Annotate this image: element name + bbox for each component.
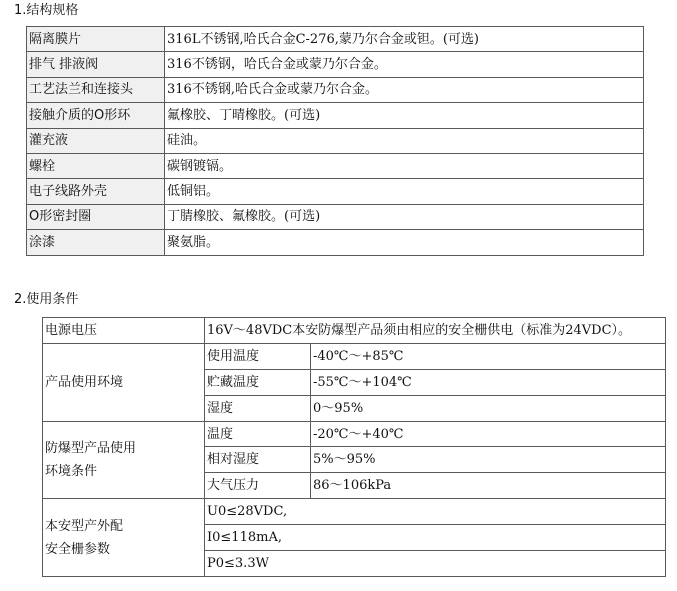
ex-env-item-value: 86～106kPa xyxy=(311,473,666,499)
spec-label: 隔离膜片 xyxy=(27,27,165,52)
ex-env-item-name: 相对湿度 xyxy=(205,447,311,473)
table-row xyxy=(43,421,666,447)
spec-label: 螺栓 xyxy=(27,153,165,178)
spec-value: 316L不锈钢,哈氏合金C-276,蒙乃尔合金或钽。(可选) xyxy=(165,27,644,52)
table-row xyxy=(27,179,644,204)
spec-value: 碳钢镀镉。 xyxy=(165,153,644,178)
spec-value: 316不锈钢，哈氏合金或蒙乃尔合金。 xyxy=(165,52,644,77)
ex-env-item-value: -20℃～+40℃ xyxy=(311,421,666,447)
spec-label: 工艺法兰和连接头 xyxy=(27,77,165,102)
barrier-param: I0≤118mA, xyxy=(205,525,666,551)
ex-env-item-value: 5%～95% xyxy=(311,447,666,473)
ex-env-item-name: 大气压力 xyxy=(205,473,311,499)
table-row xyxy=(27,153,644,178)
spec-label: 涂漆 xyxy=(27,230,165,255)
table-row xyxy=(27,52,644,77)
spec-label: 接触介质的O形环 xyxy=(27,103,165,128)
table-row xyxy=(27,230,644,255)
spec-label: 灌充液 xyxy=(27,128,165,153)
barrier-param: P0≤3.3W xyxy=(205,551,666,577)
section1-heading: 1.结构规格 xyxy=(14,3,79,18)
env-item-name: 贮藏温度 xyxy=(205,369,311,395)
power-label: 电源电压 xyxy=(43,318,205,344)
env-label: 产品使用环境 xyxy=(43,343,205,421)
table-row xyxy=(27,204,644,229)
table-row xyxy=(43,499,666,525)
section2-heading: 2.使用条件 xyxy=(14,292,79,307)
barrier-param: U0≤28VDC, xyxy=(205,499,666,525)
spec-label: O形密封圈 xyxy=(27,204,165,229)
table-row xyxy=(27,128,644,153)
usage-conditions-table xyxy=(42,317,666,577)
structure-spec-table xyxy=(26,26,644,256)
table-row xyxy=(43,343,666,369)
table-row xyxy=(43,318,666,344)
power-value: 16V～48VDC本安防爆型产品须由相应的安全栅供电（标准为24VDC）。 xyxy=(205,318,666,344)
spec-value: 丁腈橡胶、氟橡胶。(可选) xyxy=(165,204,644,229)
env-item-value: -40℃～+85℃ xyxy=(311,343,666,369)
table-row xyxy=(27,77,644,102)
spec-label: 排气 排液阀 xyxy=(27,52,165,77)
ex-env-label-line1: 防爆型产品使用 xyxy=(45,440,137,456)
ex-env-label xyxy=(43,421,205,499)
env-item-value: 0～95% xyxy=(311,395,666,421)
barrier-label-line2: 安全栅参数 xyxy=(45,541,111,557)
spec-value: 聚氨脂。 xyxy=(165,230,644,255)
spec-value: 硅油。 xyxy=(165,128,644,153)
spec-value: 氟橡胶、丁晴橡胶。(可选) xyxy=(165,103,644,128)
barrier-label xyxy=(43,499,205,577)
table-row xyxy=(27,27,644,52)
ex-env-label-line2: 环境条件 xyxy=(45,463,98,479)
ex-env-item-name: 温度 xyxy=(205,421,311,447)
spec-value: 316不锈钢,哈氏合金或蒙乃尔合金。 xyxy=(165,77,644,102)
spec-label: 电子线路外壳 xyxy=(27,179,165,204)
env-item-value: -55℃～+104℃ xyxy=(311,369,666,395)
spec-value: 低铜铝。 xyxy=(165,179,644,204)
barrier-label-line1: 本安型产外配 xyxy=(45,518,124,534)
table-row xyxy=(27,103,644,128)
env-item-name: 使用温度 xyxy=(205,343,311,369)
env-item-name: 湿度 xyxy=(205,395,311,421)
